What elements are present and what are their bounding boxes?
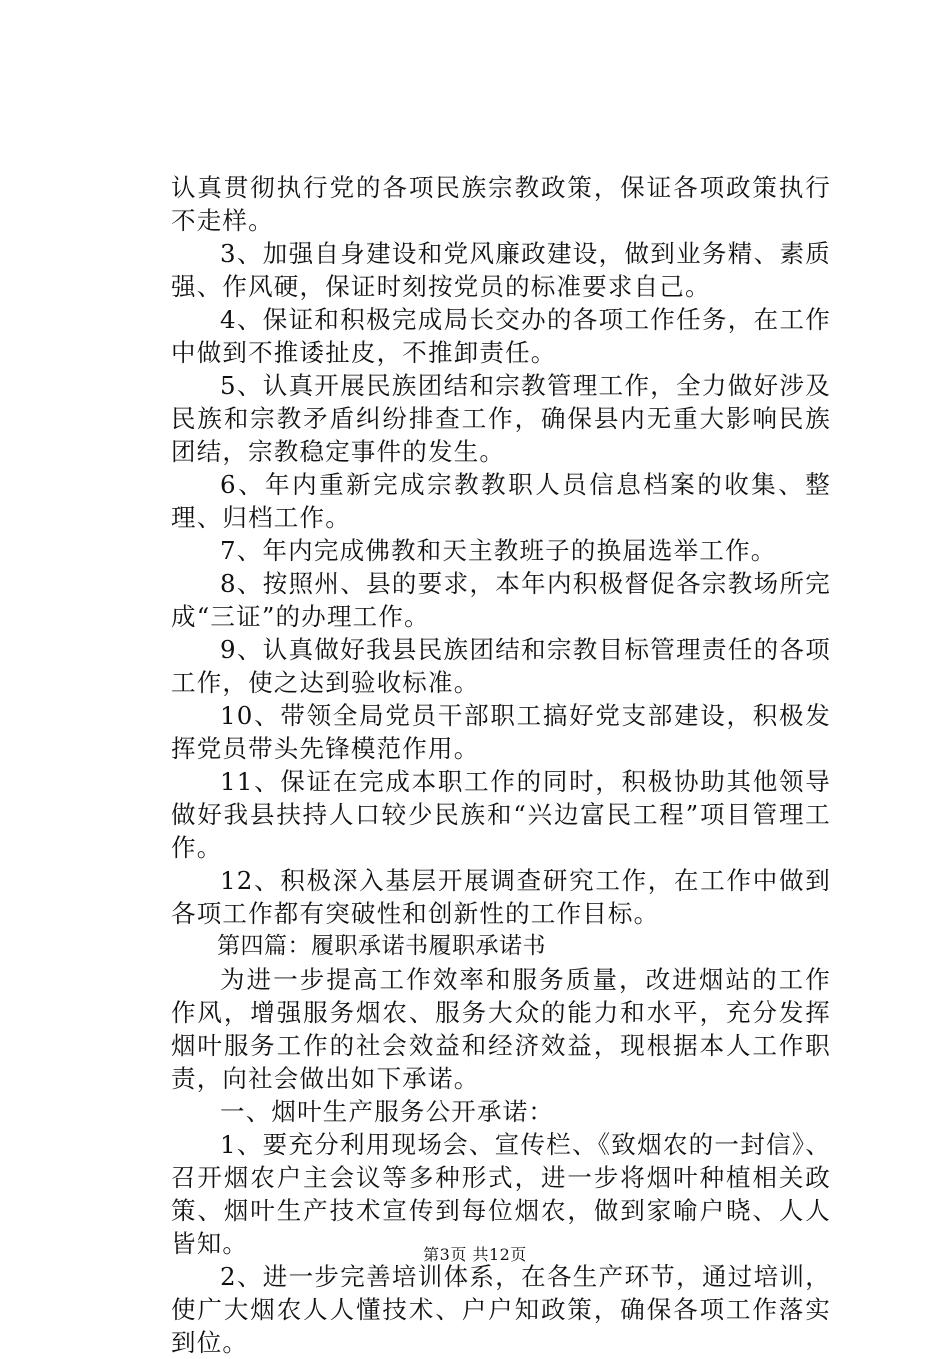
- section-heading: 第四篇：履职承诺书履职承诺书: [217, 933, 546, 959]
- paragraph-intro: 为进一步提高工作效率和服务质量，改进烟站的工作作风，增强服务烟农、服务大众的能力和水平，充分发挥烟叶服务工作的社会效益和经济效益，现根据本人工作职责，向社会做出如下承诺。: [171, 965, 831, 1093]
- paragraph-item-9: 9、认真做好我县民族团结和宗教目标管理责任的各项工作，使之达到验收标准。: [171, 635, 831, 697]
- page-footer: 第3页 共12页: [423, 1245, 527, 1264]
- paragraph-continuation: 认真贯彻执行党的各项民族宗教政策，保证各项政策执行不走样。: [171, 173, 831, 235]
- paragraph-item-6: 6、年内重新完成宗教教职人员信息档案的收集、整理、归档工作。: [171, 470, 831, 532]
- paragraph-commitment-1: 1、要充分利用现场会、宣传栏、《致烟农的一封信》、召开烟农户主会议等多种形式，进一步将烟叶种植相关政策、烟叶生产技术宣传到每位烟农，做到家喻户晓、人人皆知。: [171, 1130, 831, 1258]
- paragraph-item-3: 3、加强自身建设和党风廉政建设，做到业务精、素质强、作风硬，保证时刻按党员的标准要求自己。: [171, 239, 831, 301]
- paragraph-item-4: 4、保证和积极完成局长交办的各项工作任务，在工作中做到不推诿扯皮，不推卸责任。: [171, 305, 831, 367]
- paragraph-item-11: 11、保证在完成本职工作的同时，积极协助其他领导做好我县扶持人口较少民族和“兴边富民工程”项目管理工作。: [171, 767, 831, 862]
- paragraph-subheading: 一、烟叶生产服务公开承诺：: [220, 1097, 555, 1126]
- paragraph-item-7: 7、年内完成佛教和天主教班子的换届选举工作。: [220, 536, 777, 565]
- paragraph-item-12: 12、积极深入基层开展调查研究工作，在工作中做到各项工作都有突破性和创新性的工作目标。: [171, 866, 831, 928]
- document-body: [171, 171, 831, 1359]
- paragraph-commitment-2: 2、进一步完善培训体系，在各生产环节，通过培训，使广大烟农人人懂技术、户户知政策，确保各项工作落实到位。: [171, 1262, 831, 1357]
- paragraph-item-8: 8、按照州、县的要求，本年内积极督促各宗教场所完成“三证”的办理工作。: [171, 569, 831, 631]
- paragraph-item-10: 10、带领全局党员干部职工搞好党支部建设，积极发挥党员带头先锋模范作用。: [171, 701, 831, 763]
- paragraph-item-5: 5、认真开展民族团结和宗教管理工作，全力做好涉及民族和宗教矛盾纠纷排查工作，确保县内无重大影响民族团结，宗教稳定事件的发生。: [171, 371, 831, 466]
